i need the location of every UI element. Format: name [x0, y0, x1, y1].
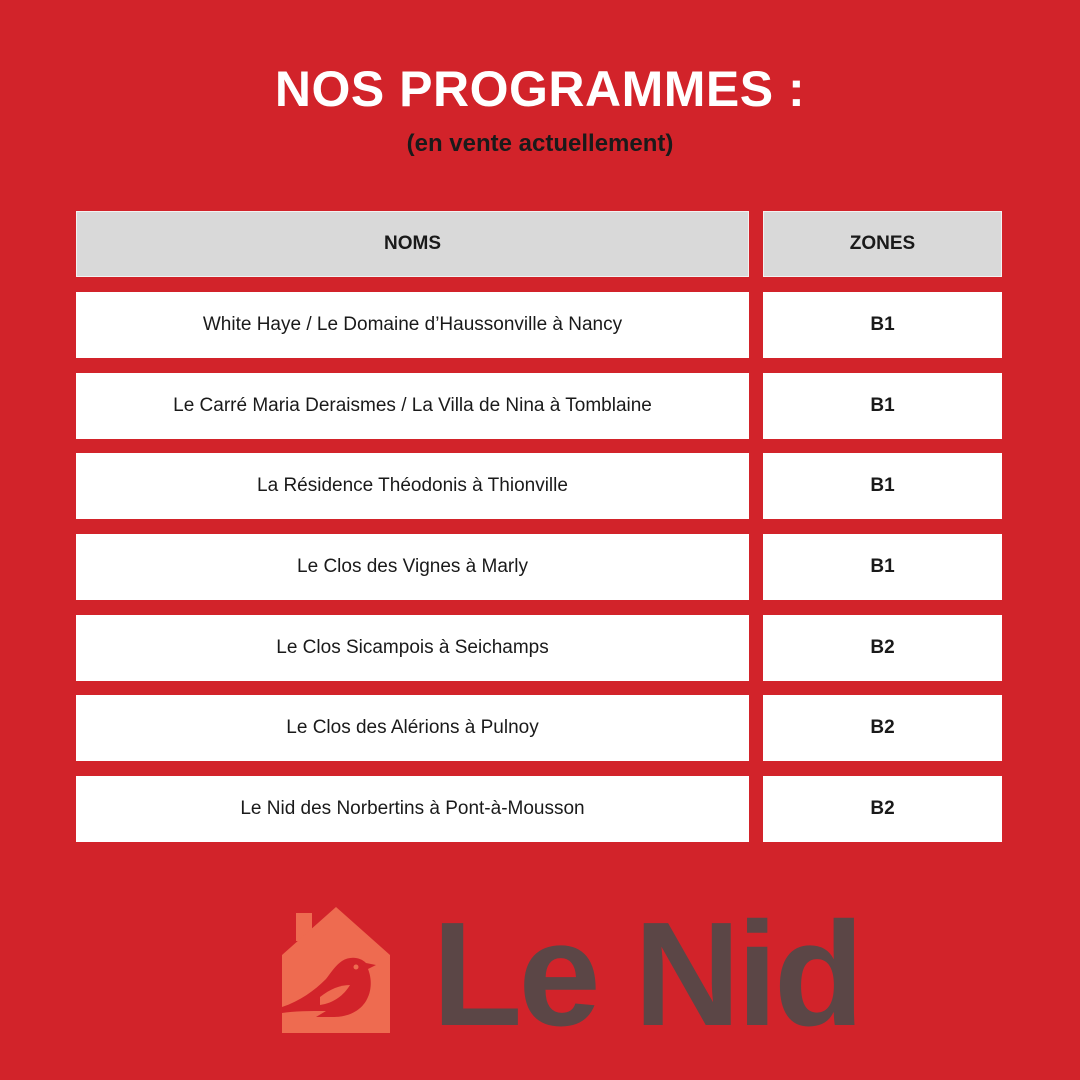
table-row	[76, 373, 1002, 439]
column-header-noms: NOMS	[76, 211, 749, 277]
programme-name: Le Carré Maria Deraismes / La Villa de Nina à Tomblaine	[76, 373, 749, 439]
programme-zone: B1	[763, 373, 1002, 439]
programme-zone: B2	[763, 695, 1002, 761]
programme-name: White Haye / Le Domaine d’Haussonville à Nancy	[76, 292, 749, 358]
programme-name: Le Clos des Alérions à Pulnoy	[76, 695, 749, 761]
table-row	[76, 615, 1002, 681]
programme-zone: B1	[763, 453, 1002, 519]
programme-name: Le Clos des Vignes à Marly	[76, 534, 749, 600]
column-header-zones: ZONES	[763, 211, 1002, 277]
table-row	[76, 292, 1002, 358]
table-row	[76, 453, 1002, 519]
house-bird-icon	[280, 905, 392, 1035]
programme-name: Le Nid des Norbertins à Pont-à-Mousson	[76, 776, 749, 842]
brand-name: Le Nid	[432, 892, 861, 1057]
programme-name: Le Clos Sicampois à Seichamps	[76, 615, 749, 681]
programme-zone: B1	[763, 534, 1002, 600]
table-header-row	[76, 211, 1002, 277]
table-row	[76, 776, 1002, 842]
programme-zone: B2	[763, 615, 1002, 681]
table-row	[76, 534, 1002, 600]
page-subtitle: (en vente actuellement)	[406, 130, 674, 157]
programme-name: La Résidence Théodonis à Thionville	[76, 453, 749, 519]
table-row	[76, 695, 1002, 761]
programme-zone: B1	[763, 292, 1002, 358]
page-title: NOS PROGRAMMES :	[274, 61, 806, 117]
programme-zone: B2	[763, 776, 1002, 842]
